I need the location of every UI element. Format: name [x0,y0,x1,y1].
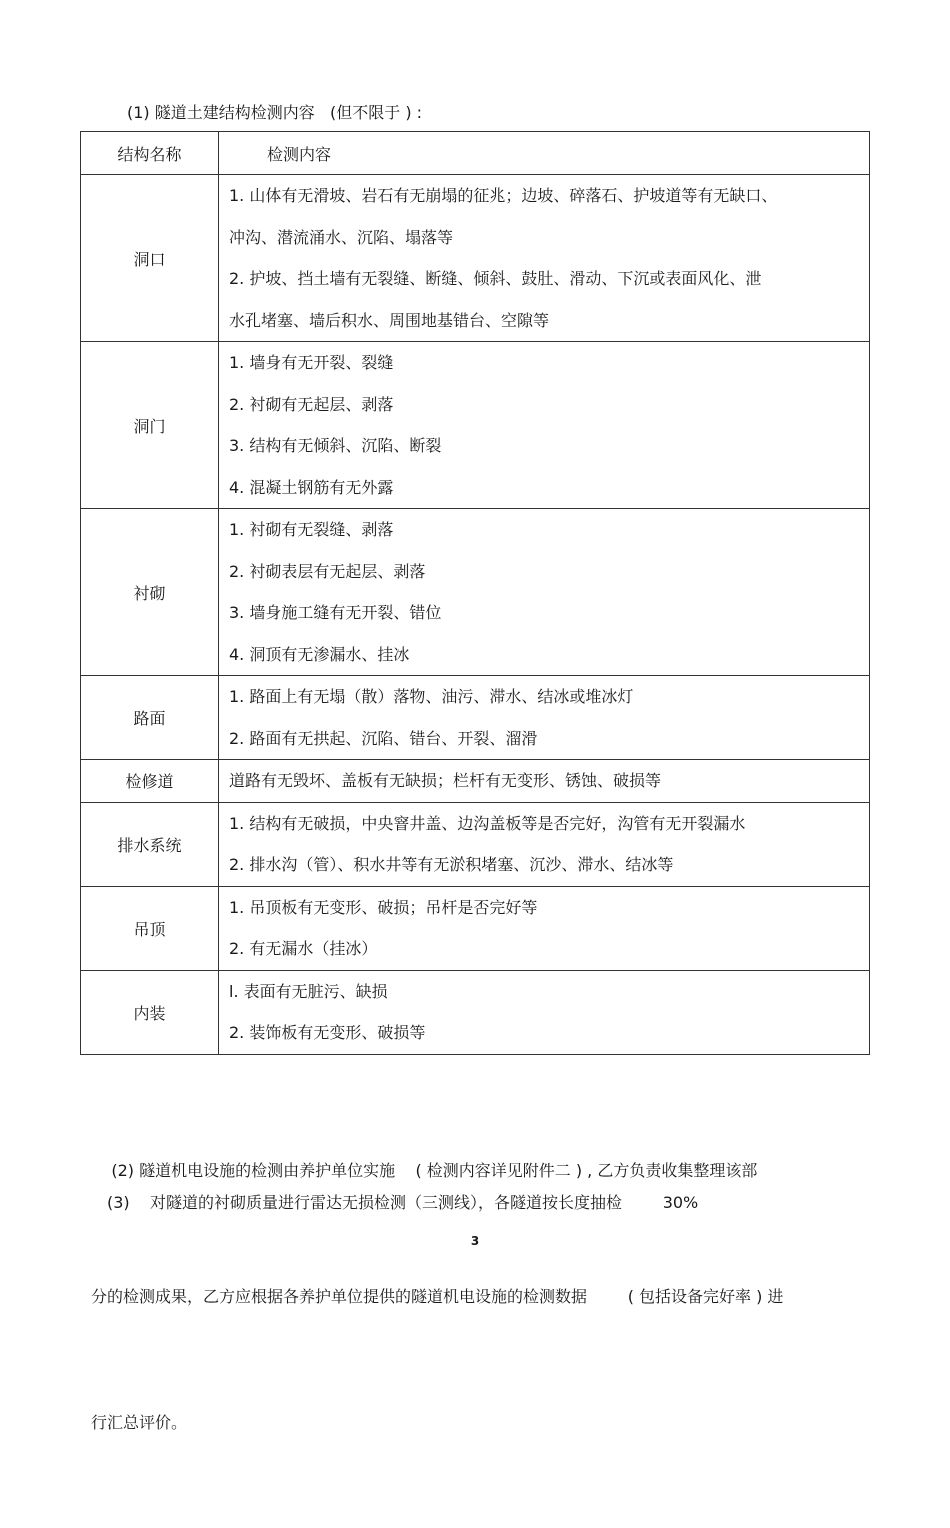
inspection-content-cell [219,342,870,509]
inspection-content-cell [219,760,870,803]
inspection-item: 2. 护坡、挡土墙有无裂缝、断缝、倾斜、鼓肚、滑动、下沉或表面风化、泄 [229,269,762,288]
inspection-item: 2. 排水沟（管）、积水井等有无淤积堵塞、沉沙、滞水、结冰等 [229,855,674,874]
paragraph-3: (3) 对隧道的衬砌质量进行雷达无损检测（三测线），各隧道按长度抽检 30% [107,1193,699,1212]
structure-name-cell: 洞门 [81,342,219,509]
inspection-item: 2. 装饰板有无变形、破损等 [229,1023,426,1042]
table-row [81,676,870,760]
inspection-item: 1. 路面上有无塌（散）落物、油污、滞水、结冰或堆冰灯 [229,687,634,706]
inspection-content-cell [219,175,870,342]
inspection-item: 2. 有无漏水（挂冰） [229,939,378,958]
inspection-item: 4. 混凝土钢筋有无外露 [229,477,394,497]
inspection-table [80,131,870,1055]
inspection-item: 3. 墙身施工缝有无开裂、错位 [229,603,442,622]
table-row [81,802,870,886]
header-structure-name: 结构名称 [81,132,219,175]
inspection-item: 水孔堵塞、墙后积水、周围地基错台、空隙等 [229,310,550,330]
table-header-row [81,132,870,175]
paragraph-2-line: (2) 隧道机电设施的检测由养护单位实施 ( 检测内容详见附件二 ) , 乙方负责收集整理该部 [91,1161,758,1180]
inspection-item: 1. 结构有无破损，中央窨井盖、边沟盖板等是否完好，沟管有无开裂漏水 [229,813,746,833]
inspection-content-cell [219,676,870,760]
page-number: 3 [470,1234,480,1248]
inspection-item: 道路有无毁坏、盖板有无缺损；栏杆有无变形、锈蚀、破损等 [229,771,662,790]
inspection-item: 1. 墙身有无开裂、裂缝 [229,353,394,372]
inspection-item: 1. 吊顶板有无变形、破损；吊杆是否完好等 [229,897,538,917]
inspection-item: 2. 路面有无拱起、沉陷、错台、开裂、溜滑 [229,728,538,748]
table-row [81,509,870,676]
inspection-item: 冲沟、潜流涌水、沉陷、塌落等 [229,227,454,247]
section-heading-1: (1) 隧道土建结构检测内容 (但不限于 ) : [127,103,423,122]
structure-name-cell: 吊顶 [81,886,219,970]
paragraph-2-line: 行汇总评价。 [91,1413,188,1432]
table-row [81,970,870,1054]
inspection-item: 2. 衬砌有无起层、剥落 [229,394,394,414]
inspection-item: 4. 洞顶有无渗漏水、挂冰 [229,644,410,664]
inspection-content-cell [219,509,870,676]
table-row [81,886,870,970]
structure-name-cell: 排水系统 [81,802,219,886]
structure-name-cell: 检修道 [81,760,219,803]
table-row [81,175,870,342]
paragraph-2 [91,1066,871,1528]
inspection-content-cell [219,886,870,970]
inspection-content-cell [219,970,870,1054]
inspection-item: 1. 山体有无滑坡、岩石有无崩塌的征兆；边坡、碎落石、护坡道等有无缺口、 [229,186,778,205]
table-row [81,342,870,509]
inspection-item: 3. 结构有无倾斜、沉陷、断裂 [229,436,442,455]
inspection-item: 2. 衬砌表层有无起层、剥落 [229,561,426,581]
inspection-item: l. 表面有无脏污、缺损 [229,981,388,1001]
header-inspection-content: 检测内容 [219,132,870,175]
paragraph-2-line: 分的检测成果，乙方应根据各养护单位提供的隧道机电设施的检测数据 ( 包括设备完好率 ) 进 [91,1287,784,1306]
structure-name-cell: 路面 [81,676,219,760]
inspection-content-cell [219,802,870,886]
table-row [81,760,870,803]
inspection-item: 1. 衬砌有无裂缝、剥落 [229,520,394,539]
structure-name-cell: 内装 [81,970,219,1054]
structure-name-cell: 衬砌 [81,509,219,676]
structure-name-cell: 洞口 [81,175,219,342]
